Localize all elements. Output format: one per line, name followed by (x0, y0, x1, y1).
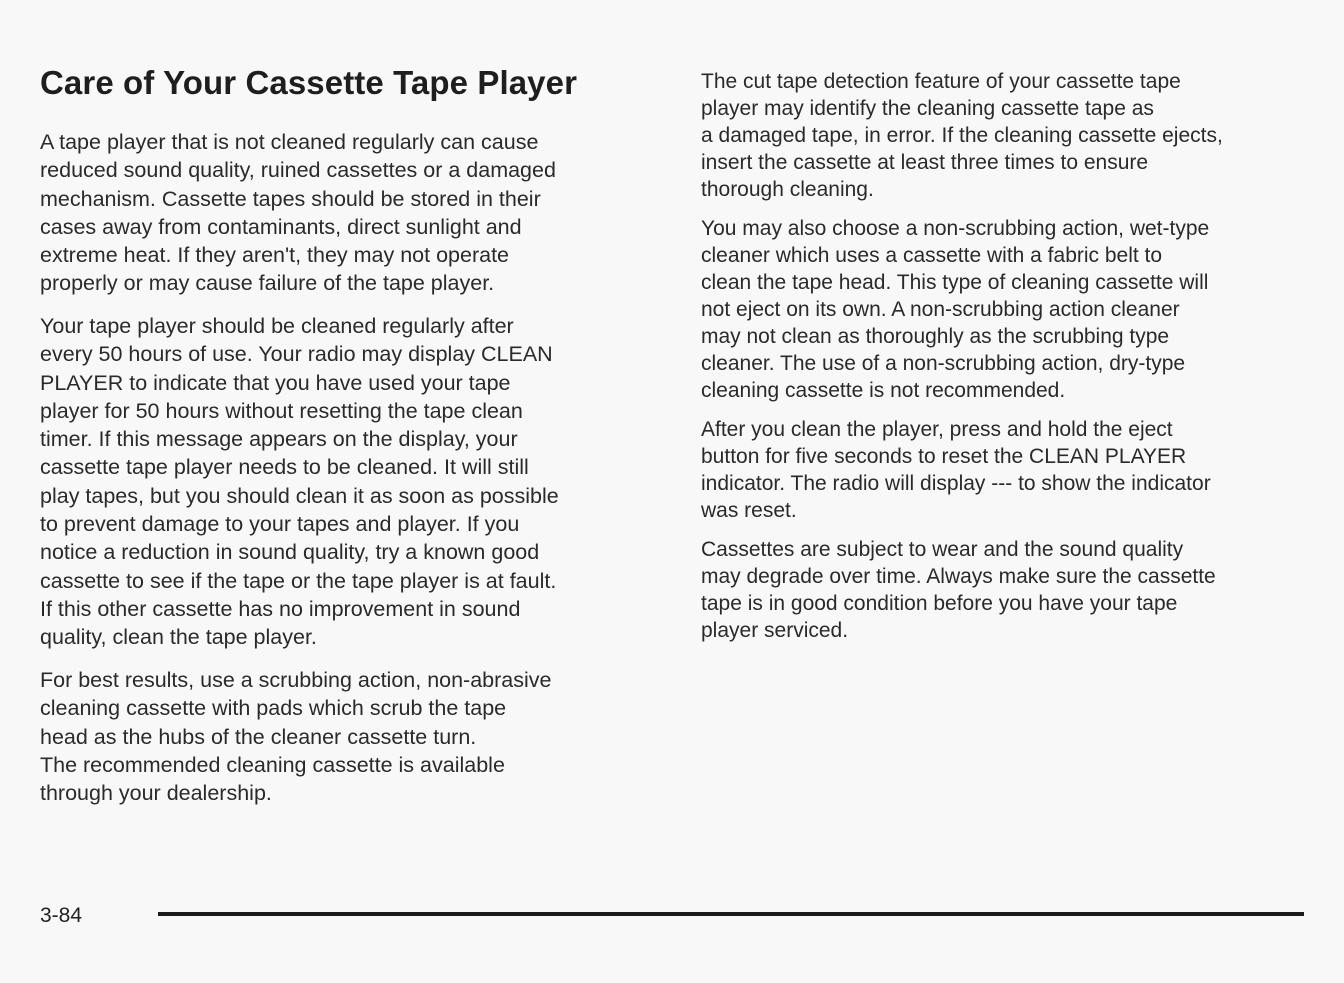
text-line: insert the cassette at least three times to ensure (701, 151, 1149, 174)
text-line: cleaning cassette with pads which scrub the tape (40, 696, 507, 721)
text-line: Your tape player should be cleaned regularly after (40, 314, 514, 338)
text-line: extreme heat. If they aren't, they may not operate (40, 243, 510, 268)
text-line: notice a reduction in sound quality, try a known good (40, 540, 540, 565)
text-line: player for 50 hours without resetting the tape clean (40, 398, 523, 423)
page-title: Care of Your Cassette Tape Player (40, 64, 578, 101)
paragraph-best-results (40, 666, 552, 807)
paragraph-reset-indicator (701, 416, 1211, 524)
paragraph-non-scrubbing-cleaner (701, 215, 1209, 404)
text-line: indicator. The radio will display --- to show the indicator (701, 472, 1211, 495)
text-line: tape is in good condition before you have your tape (701, 592, 1178, 615)
text-line: quality, clean the tape player. (40, 625, 317, 650)
text-line: If this other cassette has no improvement in sound (40, 596, 521, 621)
text-line: to prevent damage to your tapes and player. If you (40, 512, 520, 537)
text-line: For best results, use a scrubbing action, non-abrasive (40, 668, 552, 692)
text-line: player may identify the cleaning cassette tape as (701, 97, 1154, 120)
text-line: through your dealership. (40, 781, 272, 806)
paragraph-cut-tape-detection (701, 68, 1223, 203)
text-line: mechanism. Cassette tapes should be stored in their (40, 186, 541, 211)
text-line: cleaning cassette is not recommended. (701, 379, 1066, 402)
text-line: A tape player that is not cleaned regularly can cause (40, 130, 539, 154)
paragraph-clean-player-message (40, 312, 559, 652)
text-line: PLAYER to indicate that you have used your tape (40, 370, 511, 395)
text-line: timer. If this message appears on the display, your (40, 427, 518, 452)
text-line: every 50 hours of use. Your radio may display CLEAN (40, 342, 553, 367)
text-line: properly or may cause failure of the tape player. (40, 271, 495, 296)
text-line: The recommended cleaning cassette is available (40, 752, 505, 777)
text-line: The cut tape detection feature of your cassette tape (701, 70, 1181, 93)
text-line: You may also choose a non-scrubbing action, wet-type (701, 217, 1210, 240)
text-line: not eject on its own. A non-scrubbing action cleaner (701, 298, 1180, 321)
text-line: may degrade over time. Always make sure the cassette (701, 565, 1216, 588)
text-line: cases away from contaminants, direct sunlight and (40, 214, 522, 239)
paragraph-cassette-wear (701, 536, 1216, 644)
text-line: player serviced. (701, 619, 849, 642)
text-line: After you clean the player, press and hold the eject (701, 418, 1173, 441)
page-number: 3-84 (40, 904, 83, 927)
text-line: a damaged tape, in error. If the cleaning cassette ejects, (701, 124, 1223, 147)
text-line: cassette tape player needs to be cleaned. It will still (40, 455, 529, 480)
text-line: cleaner. The use of a non-scrubbing action, dry-type (701, 352, 1186, 375)
text-line: head as the hubs of the cleaner cassette turn. (40, 724, 477, 749)
text-line: was reset. (701, 499, 797, 522)
text-line: cassette to see if the tape or the tape player is at fault. (40, 568, 557, 593)
text-line: button for five seconds to reset the CLEAN PLAYER (701, 445, 1187, 468)
text-line: Cassettes are subject to wear and the sound quality (701, 538, 1184, 561)
text-line: reduced sound quality, ruined cassettes or a damaged (40, 158, 556, 183)
footer-divider (158, 912, 1304, 916)
paragraph-tape-cleaning-intro (40, 128, 556, 298)
text-line: thorough cleaning. (701, 178, 874, 201)
text-line: clean the tape head. This type of cleaning cassette will (701, 271, 1209, 294)
text-line: play tapes, but you should clean it as soon as possible (40, 483, 559, 508)
text-line: may not clean as thoroughly as the scrubbing type (701, 325, 1170, 348)
text-line: cleaner which uses a cassette with a fabric belt to (701, 244, 1163, 267)
